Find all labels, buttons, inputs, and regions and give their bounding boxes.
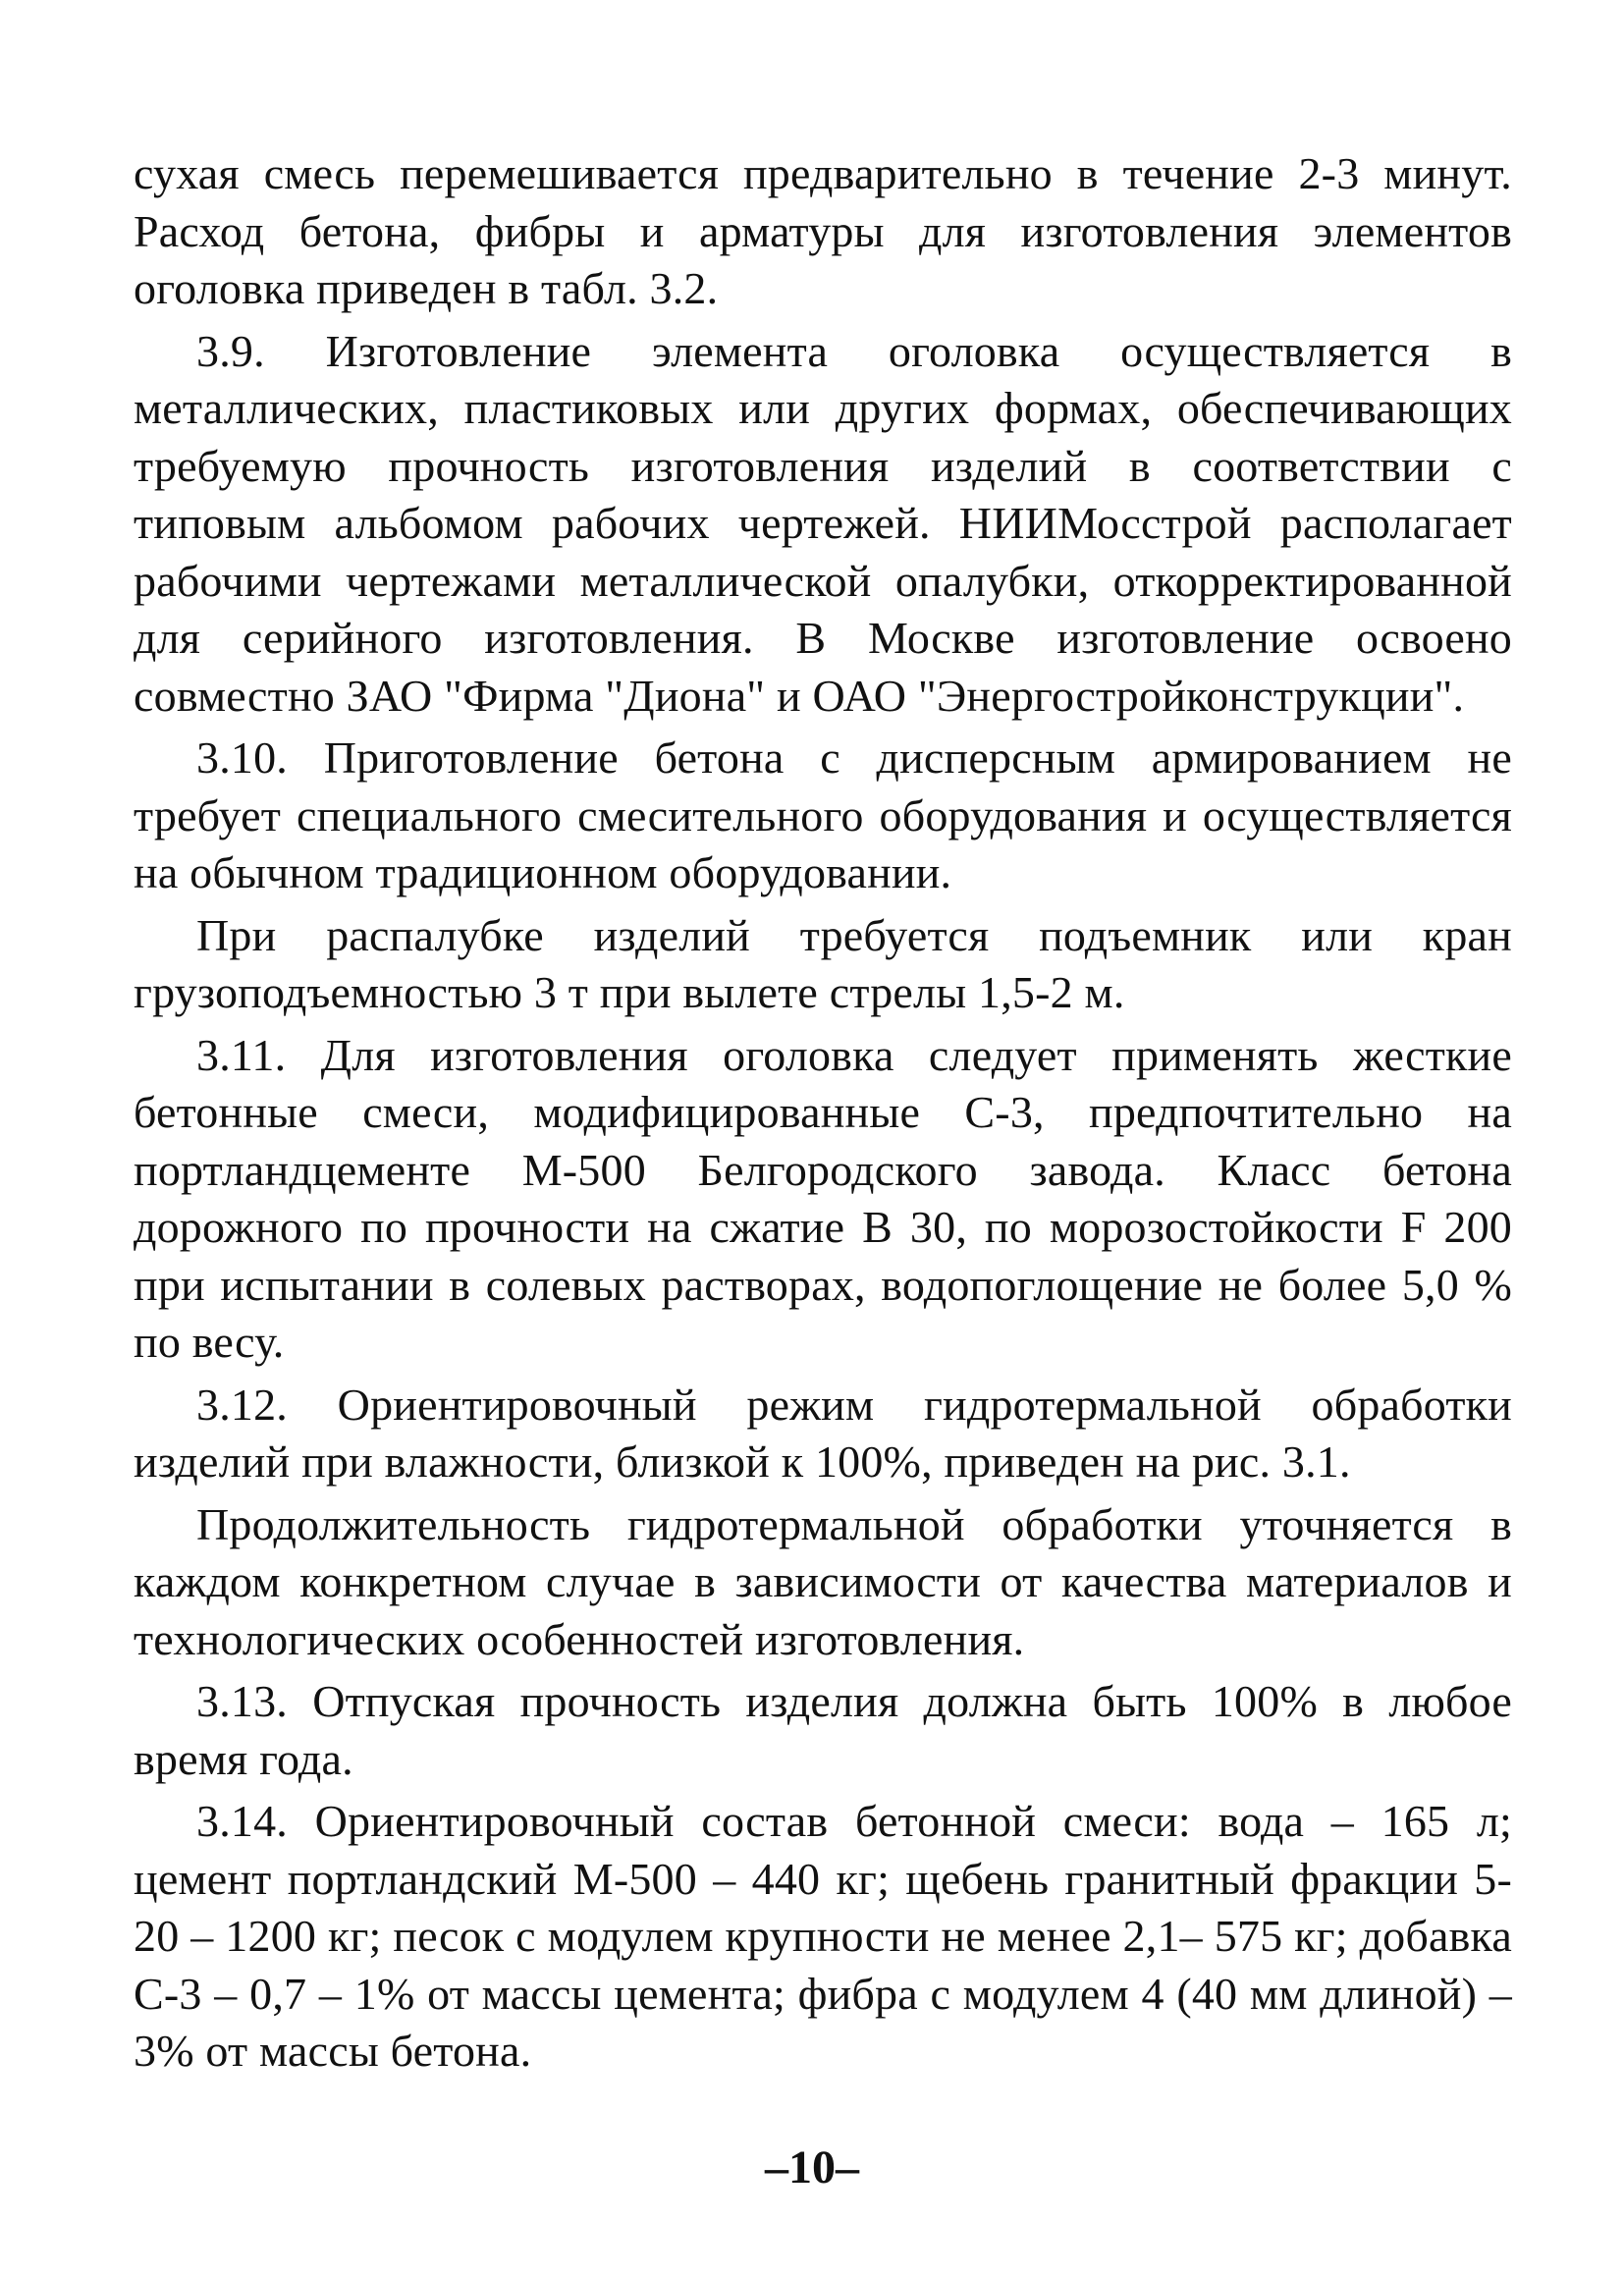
paragraph-3-9: 3.9. Изготовление элемента оголовка осуществляется в металлических, пластиковых или других формах, обеспечивающих требуемую прочность изготовления изделий в соответствии с типовым альбомом рабочих чертежей. НИИМосстрой располагает рабочими чертежами металлической опалубки, откорректированной для серийного изготовления. В Москве изготовление освоено совместно ЗАО "Фирма "Диона" и ОАО "Энергостройконструкции". <box>134 325 1512 721</box>
paragraph-3-14: 3.14. Ориентировочный состав бетонной смеси: вода – 165 л; цемент портландский М-500 – 440 кг; щебень гранитный фракции 5-20 – 1200 кг; песок с модулем крупности не менее 2,1– 575 кг; добавка С-3 – 0,7 – 1% от массы цемента; фибра с модулем 4 (40 мм длиной) – 3% от массы бетона. <box>134 1796 1512 2076</box>
page-number: –10– <box>765 2141 859 2193</box>
paragraph-3-10: 3.10. Приготовление бетона с дисперсным армированием не требует специального смесительного оборудования и осуществляется на обычном традиционном оборудовании. <box>134 732 1512 897</box>
document-body <box>134 145 1512 2085</box>
paragraph-formwork-crane: При распалубке изделий требуется подъемник или кран грузоподъемностью 3 т при вылете стрелы 1,5-2 м. <box>134 909 1512 1017</box>
paragraph-continuation: сухая смесь перемешивается предварительно в течение 2-3 минут. Расход бетона, фибры и арматуры для изготовления элементов оголовка приведен в табл. 3.2. <box>134 148 1512 313</box>
paragraph-3-11: 3.11. Для изготовления оголовка следует применять жесткие бетонные смеси, модифицированные С-3, предпочтительно на портландцементе М-500 Белгородского завода. Класс бетона дорожного по прочности на сжатие В 30, по морозостойкости F 200 при испытании в солевых растворах, водопоглощение не более 5,0 % по весу. <box>134 1029 1512 1367</box>
paragraph-3-13: 3.13. Отпуская прочность изделия должна быть 100% в любое время года. <box>134 1676 1512 1784</box>
paragraph-duration: Продолжительность гидротермальной обработки уточняется в каждом конкретном случае в зависимости от качества материалов и технологических особенностей изготовления. <box>134 1498 1512 1664</box>
paragraph-3-12: 3.12. Ориентировочный режим гидротермальной обработки изделий при влажности, близкой к 100%, приведен на рис. 3.1. <box>134 1379 1512 1487</box>
